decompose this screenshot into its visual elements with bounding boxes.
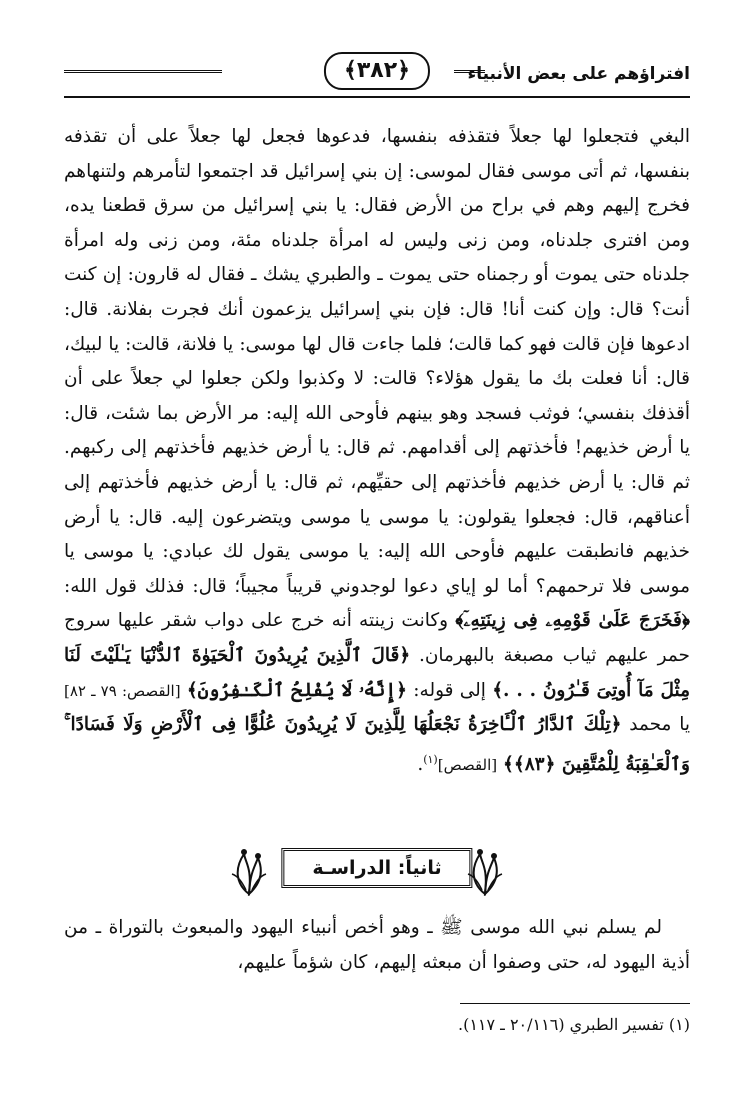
text-part1: البغي فتجعلوا لها جعلاً فتقذفه بنفسها، فدعوها فجعل لها جعلاً على أن تقذفه بنفسها، ثم أتى موسى فقال لموسى: إن بني إسرائيل قد اجتمعوا لتأمرهم ولتنهاهم فخرج إليهم وهم في براح من الأرض فقال: يا بني إسرائيل من سرق قطعنا يده، ومن افترى جلدناه، ومن زنى وليس له امرأة جلدناه مئة، ومن زنى وله امرأة جلدناه حتى يموت أو رجمناه حتى يموت ـ والطبري يشك ـ فقال له قارون: إن كنت أنت؟ قال: وإن كنت أنا! قال: فإن بني إسرائيل يزعمون أنك فجرت بفلانة. قال: ادعوها فإن قالت فهو كما قالت؛ فلما جاءت قال لها موسى: يا فلانة، قالت: يا لبيك، قال: أنا فعلت بك ما يقول هؤلاء؟ قالت: لا وكذبوا ولكن جعلوا لي جعلاً على أن أقذفك بنفسي؛ فوثب فسجد وهو بينهم فأوحى الله إليه: مر الأرض بما شئت، قال: يا أرض خذيهم! فأخذتهم إلى أقدامهم. ثم قال: يا أرض خذيهم فأخذتهم إلى ركبهم. ثم قال: يا أرض خذيهم فأخذتهم إلى حقيِّهم، ثم قال: يا أرض خذيهم فأخذتهم إلى أعناقهم، قال: فجعلوا يقولون: يا موسى يا موسى ويتضرعون إليه. قال: يا أرض خذيهم فانطبقت عليهم فأوحى الله إليه: يا موسى يقول لك عبادي: يا موسى يا موسى فلا ترحمهم؟ أما لو إياي دعوا لوجدوني قريباً مجيباً؛ قال: فذلك قول الله: <box>64 126 690 597</box>
header-rule-left <box>64 70 222 73</box>
study-text <box>64 910 690 980</box>
page-header <box>64 52 690 104</box>
main-paragraph <box>64 120 690 782</box>
footnote-marker: (١) <box>423 752 438 766</box>
surah-reference-1: [القصص: ٧٩ ـ ٨٢] <box>64 681 181 700</box>
floral-ornament-icon <box>226 844 272 896</box>
section-heading-area <box>0 840 754 902</box>
text-end: . <box>417 753 424 775</box>
quran-verse-4: ﴿تِلْكَ ٱلدَّارُ ٱلْـَٔاخِرَةُ نَجْعَلُهَا لِلَّذِينَ لَا يُرِيدُونَ عُلُوًّا فِى ٱلْأَرْضِ وَلَا فَسَادًا ۚ وَٱلْعَـٰقِبَةُ لِلْمُتَّقِينَ ﴿٨٣﴾﴾ <box>64 714 690 775</box>
surah-reference-2: [القصص] <box>437 755 498 774</box>
header-divider <box>64 96 690 98</box>
text-part3: إلى قوله: <box>413 679 486 701</box>
section-heading: ثانياً: الدراسـة <box>281 848 472 888</box>
quran-verse-1: ﴿فَخَرَجَ عَلَىٰ قَوْمِهِۦ فِى زِينَتِهِۦٓ﴾ <box>455 610 690 632</box>
study-paragraph: لم يسلم نبي الله موسى ﷺ ـ وهو أخص أنبياء اليهود والمبعوث بالتوراة ـ من أذية اليهود له، حتى وصفوا أن مبعثه إليهم، كان شؤماً عليهم، <box>64 917 690 973</box>
text-part4: يا محمد <box>629 714 690 736</box>
footnote-divider <box>460 1003 690 1004</box>
quran-verse-3: ﴿إِنَّهُۥ لَا يُفْلِحُ ٱلْكَـٰفِرُونَ﴾ <box>186 679 408 701</box>
running-title: افتراؤهم على بعض الأنبياء <box>467 64 690 84</box>
header-rule-right <box>454 70 485 73</box>
footnote: (١) تفسير الطبري (٢٠/١١٦ ـ ١١٧). <box>457 1015 690 1034</box>
text-part2: وكانت زينته أنه خرج على دواب شقر عليها سروج حمر عليهم ثياب مصبغة بالبهرمان. <box>64 610 690 666</box>
page-number: ﴿٣٨٢﴾ <box>324 52 430 90</box>
quran-verse-2: ﴿قَالَ ٱلَّذِينَ يُرِيدُونَ ٱلْحَيَوٰةَ ٱلدُّنْيَا يَـٰلَيْتَ لَنَا مِثْلَ مَآ أُوتِىَ قَـٰرُونُ . . .﴾ <box>64 644 690 701</box>
main-text <box>64 120 690 782</box>
